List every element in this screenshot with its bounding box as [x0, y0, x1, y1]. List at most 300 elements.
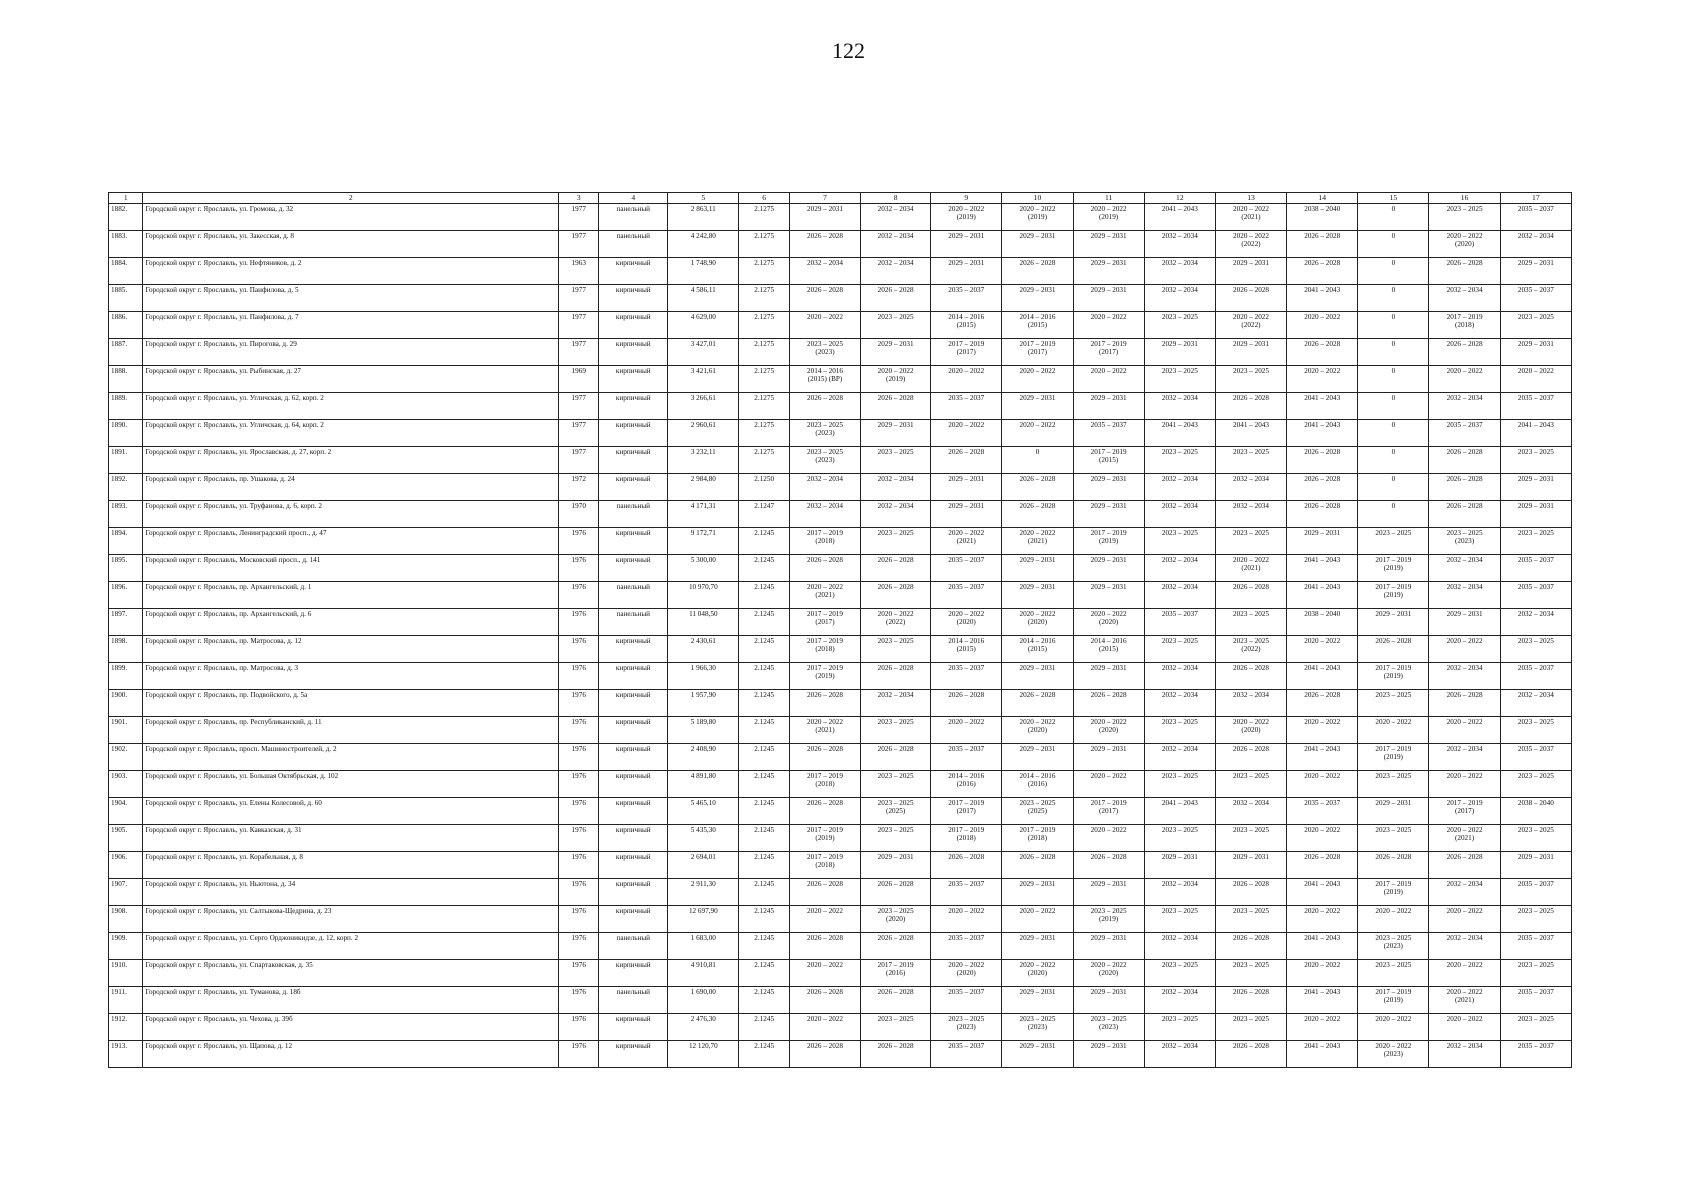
table-cell: 2017 – 2019 (2019)	[789, 825, 860, 852]
column-header: 15	[1358, 193, 1429, 204]
table-cell: 2032 – 2034	[1144, 393, 1215, 420]
row-number-cell: 1901.	[109, 717, 143, 744]
table-cell: 2029 – 2031	[1002, 933, 1073, 960]
table-cell: 2029 – 2031	[1002, 663, 1073, 690]
table-cell: 2020 – 2022 (2020)	[1073, 609, 1144, 636]
table-cell: 2029 – 2031	[1002, 285, 1073, 312]
table-cell: 2038 – 2040	[1287, 204, 1358, 231]
table-cell: 2020 – 2022	[789, 312, 860, 339]
row-number-cell: 1899.	[109, 663, 143, 690]
table-cell: 2023 – 2025	[1358, 825, 1429, 852]
table-cell: 2026 – 2028	[1287, 447, 1358, 474]
housing-schedule-table	[108, 192, 1572, 1068]
table-cell: 2032 – 2034	[861, 501, 931, 528]
table-cell: 2029 – 2031	[1358, 798, 1429, 825]
table-cell: 1976	[559, 852, 599, 879]
table-cell: 2026 – 2028	[1073, 852, 1144, 879]
table-row	[109, 879, 1572, 906]
table-row	[109, 528, 1572, 555]
table-cell: 2032 – 2034	[1429, 582, 1500, 609]
table-cell: 1972	[559, 474, 599, 501]
table-cell: 2.1245	[739, 636, 790, 663]
address-cell: Городской округ г. Ярославль, ул. Серго Орджоникидзе, д. 12, корп. 2	[143, 933, 559, 960]
table-cell: 2.1275	[739, 366, 790, 393]
table-cell: 2 960,61	[668, 420, 739, 447]
table-cell: 2020 – 2022 (2022)	[1215, 312, 1286, 339]
table-cell: 2023 – 2025	[861, 1014, 931, 1041]
table-cell: 2029 – 2031	[1073, 474, 1144, 501]
table-cell: 2023 – 2025	[1215, 1014, 1286, 1041]
table-cell: 1976	[559, 987, 599, 1014]
table-cell: 4 171,31	[668, 501, 739, 528]
table-cell: 2023 – 2025	[1500, 960, 1571, 987]
table-cell: 2020 – 2022	[931, 366, 1002, 393]
table-cell: 2020 – 2022	[789, 906, 860, 933]
table-cell: 2020 – 2022 (2019)	[1073, 204, 1144, 231]
table-cell: 2041 – 2043	[1287, 555, 1358, 582]
address-cell: Городской округ г. Ярославль, ул. Большая Октябрьская, д. 102	[143, 771, 559, 798]
table-cell: 2020 – 2022 (2022)	[1215, 231, 1286, 258]
table-cell: 2026 – 2028	[861, 1041, 931, 1068]
table-cell: 2020 – 2022 (2021)	[1429, 987, 1500, 1014]
column-header: 2	[143, 193, 559, 204]
table-cell: 2017 – 2019 (2018)	[789, 852, 860, 879]
table-cell: кирпичный	[599, 447, 668, 474]
row-number-cell: 1891.	[109, 447, 143, 474]
table-cell: 4 242,80	[668, 231, 739, 258]
table-cell: 2023 – 2025	[1215, 960, 1286, 987]
row-number-cell: 1888.	[109, 366, 143, 393]
row-number-cell: 1905.	[109, 825, 143, 852]
row-number-cell: 1913.	[109, 1041, 143, 1068]
table-cell: 2026 – 2028	[1358, 852, 1429, 879]
table-cell: 5 300,00	[668, 555, 739, 582]
table-cell: 2032 – 2034	[789, 501, 860, 528]
table-cell: 2.1275	[739, 447, 790, 474]
row-number-cell: 1906.	[109, 852, 143, 879]
table-cell: 2020 – 2022	[1429, 1014, 1500, 1041]
table-cell: 2032 – 2034	[1144, 474, 1215, 501]
table-cell: 2020 – 2022 (2020)	[1073, 960, 1144, 987]
table-cell: 2029 – 2031	[1002, 744, 1073, 771]
row-number-cell: 1907.	[109, 879, 143, 906]
address-cell: Городской округ г. Ярославль, ул. Пирогова, д. 29	[143, 339, 559, 366]
table-cell: 2026 – 2028	[789, 798, 860, 825]
table-cell: 2041 – 2043	[1287, 879, 1358, 906]
table-cell: 2035 – 2037	[931, 879, 1002, 906]
table-row	[109, 933, 1572, 960]
table-cell: 2026 – 2028	[861, 933, 931, 960]
table-cell: 2026 – 2028	[861, 987, 931, 1014]
table-cell: 2023 – 2025	[1144, 906, 1215, 933]
table-cell: 2.1245	[739, 771, 790, 798]
table-cell: 2041 – 2043	[1287, 987, 1358, 1014]
table-cell: 1976	[559, 933, 599, 960]
table-cell: 2017 – 2019 (2018)	[1002, 825, 1073, 852]
table-cell: 2029 – 2031	[1073, 663, 1144, 690]
table-row	[109, 744, 1572, 771]
table-cell: 2023 – 2025	[861, 636, 931, 663]
table-cell: 2029 – 2031	[931, 231, 1002, 258]
table-cell: 1976	[559, 582, 599, 609]
table-cell: 2041 – 2043	[1144, 798, 1215, 825]
table-row	[109, 906, 1572, 933]
table-cell: 2.1275	[739, 285, 790, 312]
table-cell: 0	[1358, 501, 1429, 528]
table-cell: 2026 – 2028	[1287, 231, 1358, 258]
address-cell: Городской округ г. Ярославль, ул. Угличская, д. 62, корп. 2	[143, 393, 559, 420]
table-cell: 2035 – 2037	[1144, 609, 1215, 636]
table-cell: 1976	[559, 636, 599, 663]
table-cell: 2035 – 2037	[1287, 798, 1358, 825]
table-cell: 2.1245	[739, 933, 790, 960]
table-cell: 2026 – 2028	[789, 933, 860, 960]
address-cell: Городской округ г. Ярославль, ул. Угличская, д. 64, корп. 2	[143, 420, 559, 447]
table-cell: 2032 – 2034	[1429, 744, 1500, 771]
table-cell: 2041 – 2043	[1215, 420, 1286, 447]
table-cell: 2032 – 2034	[1144, 555, 1215, 582]
table-row	[109, 960, 1572, 987]
table-cell: 2032 – 2034	[1429, 933, 1500, 960]
table-cell: кирпичный	[599, 879, 668, 906]
table-row	[109, 474, 1572, 501]
table-cell: 2035 – 2037	[1500, 663, 1571, 690]
address-cell: Городской округ г. Ярославль, ул. Ньютона, д. 34	[143, 879, 559, 906]
row-number-cell: 1892.	[109, 474, 143, 501]
table-cell: 2023 – 2025 (2020)	[861, 906, 931, 933]
table-cell: 2032 – 2034	[1215, 690, 1286, 717]
table-cell: 2020 – 2022 (2020)	[1073, 717, 1144, 744]
table-cell: 2017 – 2019 (2018)	[1429, 312, 1500, 339]
table-cell: 2.1245	[739, 852, 790, 879]
row-number-cell: 1896.	[109, 582, 143, 609]
table-row	[109, 1041, 1572, 1068]
table-cell: 2029 – 2031	[1358, 609, 1429, 636]
table-cell: 2032 – 2034	[1144, 987, 1215, 1014]
table-cell: 2032 – 2034	[1144, 501, 1215, 528]
table-cell: 2041 – 2043	[1287, 285, 1358, 312]
table-cell: 2023 – 2025 (2023)	[789, 420, 860, 447]
table-cell: 1 957,90	[668, 690, 739, 717]
table-cell: 2.1245	[739, 690, 790, 717]
table-cell: 2014 – 2016 (2015)	[1002, 312, 1073, 339]
table-cell: 2023 – 2025	[861, 717, 931, 744]
column-header: 16	[1429, 193, 1500, 204]
table-cell: кирпичный	[599, 852, 668, 879]
table-cell: 2020 – 2022	[1287, 366, 1358, 393]
table-cell: 2023 – 2025	[1500, 447, 1571, 474]
table-cell: 2020 – 2022 (2021)	[1215, 204, 1286, 231]
table-row	[109, 987, 1572, 1014]
table-cell: кирпичный	[599, 771, 668, 798]
table-row	[109, 420, 1572, 447]
table-cell: 2023 – 2025 (2023)	[789, 339, 860, 366]
table-cell: 2038 – 2040	[1287, 609, 1358, 636]
table-cell: 2029 – 2031	[1073, 582, 1144, 609]
table-cell: кирпичный	[599, 663, 668, 690]
table-cell: 2041 – 2043	[1287, 933, 1358, 960]
table-cell: 2023 – 2025	[1144, 447, 1215, 474]
table-cell: 2020 – 2022 (2020)	[931, 609, 1002, 636]
table-cell: 2023 – 2025	[861, 447, 931, 474]
table-cell: 2026 – 2028	[861, 393, 931, 420]
table-cell: 2029 – 2031	[1073, 258, 1144, 285]
table-cell: 2032 – 2034	[1215, 474, 1286, 501]
table-cell: 2026 – 2028	[1287, 690, 1358, 717]
table-cell: 2035 – 2037	[931, 285, 1002, 312]
table-cell: 2032 – 2034	[1429, 555, 1500, 582]
table-row	[109, 717, 1572, 744]
table-cell: 2026 – 2028	[931, 852, 1002, 879]
table-cell: кирпичный	[599, 312, 668, 339]
table-cell: 2041 – 2043	[1287, 663, 1358, 690]
table-cell: 2026 – 2028	[1429, 501, 1500, 528]
table-cell: кирпичный	[599, 555, 668, 582]
column-header: 10	[1002, 193, 1073, 204]
table-cell: 2020 – 2022	[931, 420, 1002, 447]
table-cell: 1976	[559, 879, 599, 906]
column-header: 14	[1287, 193, 1358, 204]
row-number-cell: 1898.	[109, 636, 143, 663]
table-cell: 2026 – 2028	[1215, 744, 1286, 771]
address-cell: Городской округ г. Ярославль, ул. Закесская, д. 8	[143, 231, 559, 258]
table-cell: 2032 – 2034	[1144, 663, 1215, 690]
table-cell: панельный	[599, 501, 668, 528]
table-row	[109, 1014, 1572, 1041]
table-cell: 2020 – 2022	[1429, 771, 1500, 798]
table-cell: 1977	[559, 231, 599, 258]
table-cell: 2026 – 2028	[1002, 690, 1073, 717]
table-cell: 2017 – 2019 (2017)	[1073, 798, 1144, 825]
table-cell: 2020 – 2022	[1287, 312, 1358, 339]
table-cell: 2026 – 2028	[1215, 987, 1286, 1014]
table-cell: 5 435,30	[668, 825, 739, 852]
table-cell: 2020 – 2022	[1429, 717, 1500, 744]
column-header: 12	[1144, 193, 1215, 204]
table-cell: 2041 – 2043	[1287, 744, 1358, 771]
table-cell: 2029 – 2031	[1002, 555, 1073, 582]
table-cell: 2035 – 2037	[931, 933, 1002, 960]
table-cell: кирпичный	[599, 690, 668, 717]
table-cell: 2029 – 2031	[1144, 339, 1215, 366]
table-cell: панельный	[599, 582, 668, 609]
address-cell: Городской округ г. Ярославль, ул. Елены Колесовой, д. 60	[143, 798, 559, 825]
table-row	[109, 312, 1572, 339]
table-cell: 2020 – 2022	[789, 960, 860, 987]
table-cell: 1976	[559, 717, 599, 744]
table-cell: кирпичный	[599, 636, 668, 663]
table-cell: 4 586,11	[668, 285, 739, 312]
table-cell: 2023 – 2025 (2023)	[1358, 933, 1429, 960]
table-cell: 1977	[559, 339, 599, 366]
table-cell: 2035 – 2037	[1500, 987, 1571, 1014]
table-cell: кирпичный	[599, 420, 668, 447]
table-cell: 2029 – 2031	[1073, 393, 1144, 420]
table-cell: 2026 – 2028	[1002, 258, 1073, 285]
table-cell: 2.1245	[739, 879, 790, 906]
housing-schedule-sheet	[108, 192, 1572, 1068]
table-cell: 2023 – 2025	[1500, 825, 1571, 852]
row-number-cell: 1904.	[109, 798, 143, 825]
table-cell: 2020 – 2022	[1287, 636, 1358, 663]
column-header: 9	[931, 193, 1002, 204]
table-row	[109, 501, 1572, 528]
table-cell: 2023 – 2025	[1144, 636, 1215, 663]
table-cell: 2020 – 2022	[1287, 717, 1358, 744]
table-cell: 2023 – 2025	[1429, 204, 1500, 231]
table-cell: 2029 – 2031	[1073, 987, 1144, 1014]
table-cell: кирпичный	[599, 393, 668, 420]
table-cell: 2023 – 2025	[1215, 609, 1286, 636]
table-cell: 2014 – 2016 (2015)	[1002, 636, 1073, 663]
table-cell: 2029 – 2031	[1073, 285, 1144, 312]
table-cell: 2020 – 2022	[1287, 1014, 1358, 1041]
table-cell: 2029 – 2031	[1002, 879, 1073, 906]
table-cell: 3 427,01	[668, 339, 739, 366]
table-cell: 2023 – 2025	[1358, 690, 1429, 717]
table-cell: 2041 – 2043	[1287, 1041, 1358, 1068]
table-cell: кирпичный	[599, 906, 668, 933]
table-cell: 2023 – 2025	[1144, 312, 1215, 339]
table-cell: 2029 – 2031	[1002, 231, 1073, 258]
table-cell: 2026 – 2028	[789, 555, 860, 582]
row-number-cell: 1889.	[109, 393, 143, 420]
row-number-cell: 1902.	[109, 744, 143, 771]
table-cell: 2041 – 2043	[1500, 420, 1571, 447]
address-cell: Городской округ г. Ярославль, пр. Архангельский, д. 6	[143, 609, 559, 636]
row-number-cell: 1895.	[109, 555, 143, 582]
table-cell: 2020 – 2022	[1429, 906, 1500, 933]
row-number-cell: 1900.	[109, 690, 143, 717]
address-cell: Городской округ г. Ярославль, ул. Громова, д. 32	[143, 204, 559, 231]
table-cell: 2035 – 2037	[1429, 420, 1500, 447]
table-row	[109, 339, 1572, 366]
table-cell: 2035 – 2037	[931, 744, 1002, 771]
table-cell: 2023 – 2025 (2023)	[1073, 1014, 1144, 1041]
table-cell: 2014 – 2016 (2015)	[931, 636, 1002, 663]
table-cell: 2017 – 2019 (2019)	[1358, 555, 1429, 582]
table-cell: 2.1245	[739, 744, 790, 771]
address-cell: Городской округ г. Ярославль, ул. Кавказская, д. 31	[143, 825, 559, 852]
table-cell: 2026 – 2028	[1073, 690, 1144, 717]
table-cell: 2023 – 2025	[1500, 312, 1571, 339]
table-cell: 2023 – 2025	[1215, 528, 1286, 555]
table-cell: 1976	[559, 690, 599, 717]
table-cell: 2 694,01	[668, 852, 739, 879]
table-cell: 11 048,50	[668, 609, 739, 636]
table-cell: 2020 – 2022	[1358, 906, 1429, 933]
table-cell: 2035 – 2037	[931, 582, 1002, 609]
table-cell: 2.1245	[739, 717, 790, 744]
table-cell: 2023 – 2025	[1358, 528, 1429, 555]
row-number-cell: 1886.	[109, 312, 143, 339]
table-cell: 2.1250	[739, 474, 790, 501]
table-cell: 2.1245	[739, 528, 790, 555]
row-number-cell: 1897.	[109, 609, 143, 636]
table-cell: 2020 – 2022 (2021)	[1002, 528, 1073, 555]
table-cell: 2020 – 2022	[1429, 960, 1500, 987]
table-cell: 2017 – 2019 (2019)	[1358, 987, 1429, 1014]
table-cell: 2020 – 2022	[1287, 771, 1358, 798]
table-cell: 2026 – 2028	[1429, 258, 1500, 285]
table-cell: 2029 – 2031	[861, 852, 931, 879]
table-cell: 2029 – 2031	[1073, 501, 1144, 528]
address-cell: Городской округ г. Ярославль, ул. Щапова, д. 12	[143, 1041, 559, 1068]
table-cell: 2029 – 2031	[1144, 852, 1215, 879]
table-cell: кирпичный	[599, 798, 668, 825]
table-cell: 2029 – 2031	[931, 501, 1002, 528]
table-cell: 2023 – 2025	[1500, 771, 1571, 798]
table-cell: 2020 – 2022 (2020)	[1429, 231, 1500, 258]
table-cell: панельный	[599, 609, 668, 636]
table-cell: кирпичный	[599, 960, 668, 987]
table-row	[109, 555, 1572, 582]
table-cell: 2032 – 2034	[789, 258, 860, 285]
table-cell: 2026 – 2028	[1215, 933, 1286, 960]
table-cell: 2020 – 2022 (2022)	[861, 609, 931, 636]
table-cell: 2020 – 2022 (2020)	[1002, 717, 1073, 744]
table-cell: 2026 – 2028	[1215, 1041, 1286, 1068]
table-cell: 2026 – 2028	[861, 744, 931, 771]
address-cell: Городской округ г. Ярославль, ул. Салтыкова-Щедрина, д. 23	[143, 906, 559, 933]
table-header-row	[109, 193, 1572, 204]
table-cell: 2023 – 2025 (2019)	[1073, 906, 1144, 933]
table-row	[109, 609, 1572, 636]
table-cell: 1976	[559, 555, 599, 582]
table-cell: 2032 – 2034	[1215, 501, 1286, 528]
table-cell: 2023 – 2025	[1215, 771, 1286, 798]
table-cell: 2023 – 2025	[1215, 906, 1286, 933]
table-cell: 2026 – 2028	[1002, 501, 1073, 528]
row-number-cell: 1908.	[109, 906, 143, 933]
table-cell: 0	[1358, 366, 1429, 393]
table-cell: 2026 – 2028	[789, 879, 860, 906]
table-cell: 2014 – 2016 (2016)	[1002, 771, 1073, 798]
table-row	[109, 285, 1572, 312]
table-cell: 2026 – 2028	[1215, 393, 1286, 420]
table-cell: 2032 – 2034	[1215, 798, 1286, 825]
table-cell: 2032 – 2034	[1429, 663, 1500, 690]
table-cell: 2032 – 2034	[1144, 933, 1215, 960]
table-cell: 2026 – 2028	[789, 744, 860, 771]
table-cell: 2029 – 2031	[1500, 339, 1571, 366]
table-cell: 2035 – 2037	[1073, 420, 1144, 447]
table-cell: 2020 – 2022	[1002, 366, 1073, 393]
table-cell: 0	[1358, 258, 1429, 285]
table-cell: 2029 – 2031	[789, 204, 860, 231]
table-cell: 2020 – 2022	[1429, 636, 1500, 663]
column-header: 3	[559, 193, 599, 204]
table-cell: 2029 – 2031	[1002, 1041, 1073, 1068]
table-cell: 2017 – 2019 (2017)	[789, 609, 860, 636]
table-cell: 2.1245	[739, 582, 790, 609]
table-row	[109, 636, 1572, 663]
table-cell: 0	[1358, 204, 1429, 231]
address-cell: Городской округ г. Ярославль, пр. Ушакова, д. 24	[143, 474, 559, 501]
address-cell: Городской округ г. Ярославль, ул. Труфанова, д. 6, корп. 2	[143, 501, 559, 528]
table-cell: 1976	[559, 528, 599, 555]
row-number-cell: 1882.	[109, 204, 143, 231]
table-cell: 2017 – 2019 (2015)	[1073, 447, 1144, 474]
table-cell: 2020 – 2022	[1358, 717, 1429, 744]
table-row	[109, 825, 1572, 852]
address-cell: Городской округ г. Ярославль, Московский просп., д. 141	[143, 555, 559, 582]
table-cell: 2035 – 2037	[1500, 393, 1571, 420]
table-cell: 2026 – 2028	[1287, 474, 1358, 501]
table-cell: 2029 – 2031	[1215, 339, 1286, 366]
table-cell: 2026 – 2028	[1215, 879, 1286, 906]
table-cell: 2029 – 2031	[1002, 987, 1073, 1014]
